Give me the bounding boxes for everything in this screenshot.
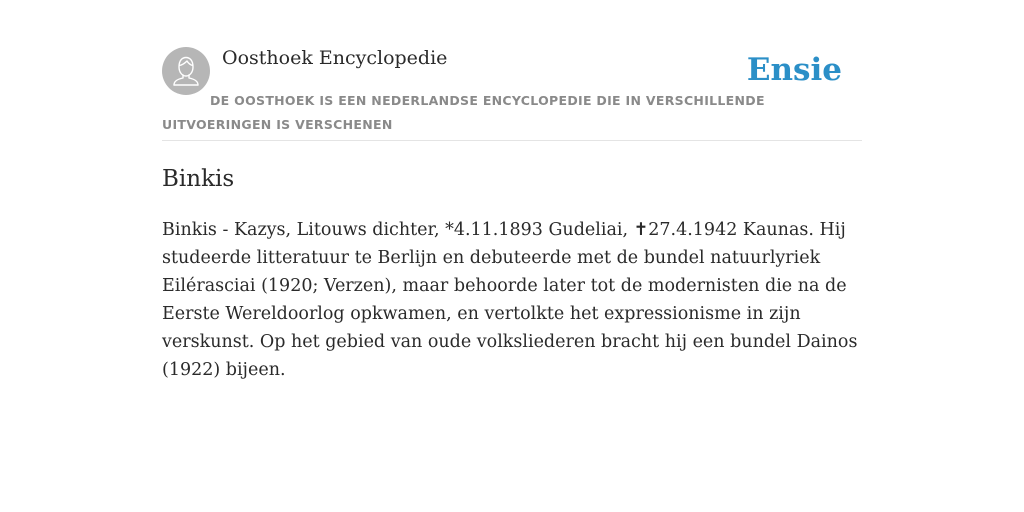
entry-body: Binkis - Kazys, Litouws dichter, *4.11.1893 Gudeliai, ✝27.4.1942 Kaunas. Hij studeerde litteratuur te Berlijn en debuteerde met de bundel natuurlyriek Eilérasciai (1920; Verzen), maar behoorde later tot de modernisten die na de Eerste Wereldoorlog opkwamen, en vertolkte het expressionisme in zijn verskunst. Op het gebied van oude volksliederen bracht hij een bundel Dainos (1922) bijeen. [162, 220, 858, 380]
user-silhouette-icon [162, 47, 210, 95]
ensie-logo[interactable]: Ensie [746, 52, 842, 88]
entry-title: Binkis [162, 166, 235, 192]
avatar[interactable] [162, 47, 210, 95]
source-name[interactable]: Oosthoek Encyclopedie [222, 47, 448, 69]
source-description: DE OOSTHOEK IS EEN NEDERLANDSE ENCYCLOPEDIE DIE IN VERSCHILLENDE UITVOERINGEN IS VERSCHENEN [162, 93, 765, 132]
source-header [162, 46, 862, 141]
